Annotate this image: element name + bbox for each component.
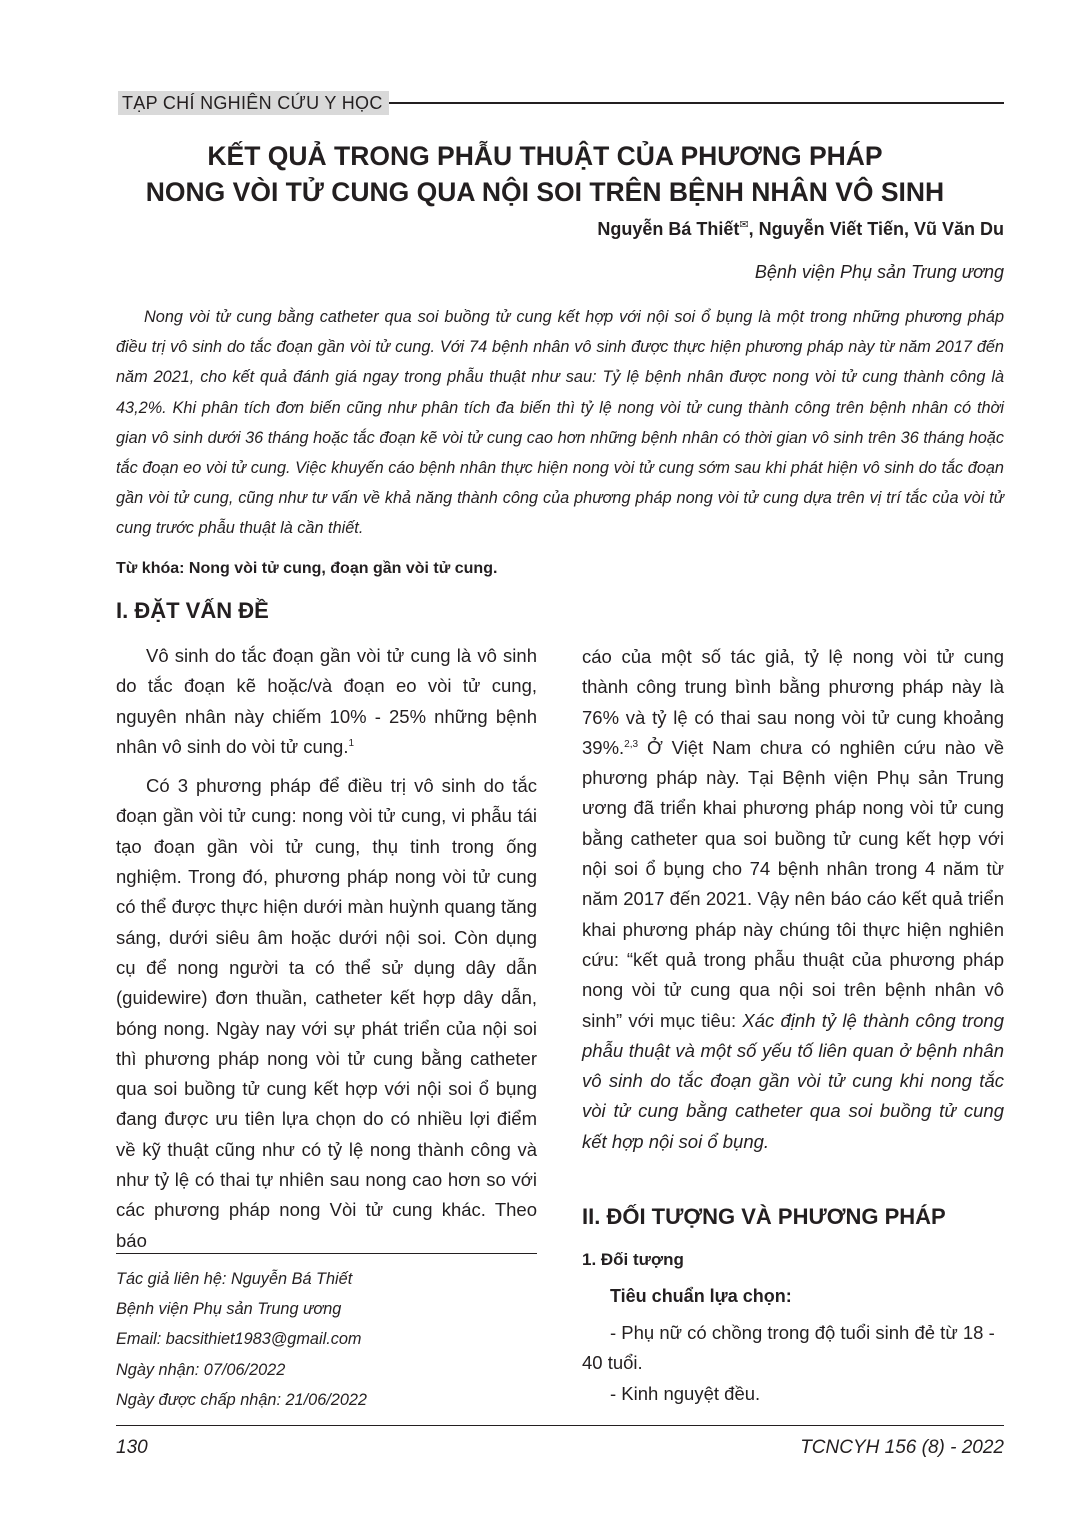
paragraph-continued [582,642,1004,1157]
paragraph-text: Ở Việt Nam chưa có nghiên cứu nào về phương pháp này. Tại Bệnh viện Phụ sản Trung ương đã triển khai phương pháp nong vòi tử cung bằng catheter qua soi buồng tử cung kết hợp với nội soi ổ bụng cho 74 bệnh nhân trong 4 năm từ năm 2017 đến 2021. Vậy nên báo cáo kết quả triển khai phương pháp này chúng tôi thực hiện nghiên cứu: “kết quả trong phẫu thuật của phương pháp nong vòi tử cung qua nội soi trên bệnh nhân vô sinh” với mục tiêu: [582,736,1004,1031]
criteria-heading: Tiêu chuẩn lựa chọn: [610,1286,792,1306]
study-objective: Xác định tỷ lệ thành công trong phẫu thuật và một số yếu tố liên quan ở bệnh nhân vô sinh do tắc đoạn gần vòi tử cung khi nong tắc vòi tử cung bằng catheter qua soi buồng tử cung kết hợp nội soi ổ bụng. [582,1009,1004,1152]
section-heading-methods: II. ĐỐI TƯỢNG VÀ PHƯƠNG PHÁP [582,1204,946,1229]
co-authors: , Nguyễn Viết Tiến, Vũ Văn Du [748,219,1004,239]
journal-name: TẠP CHÍ NGHIÊN CỨU Y HỌC [118,91,389,115]
journal-reference: TCNCYH 156 (8) - 2022 [800,1437,1004,1458]
title-line-2: NONG VÒI TỬ CUNG QUA NỘI SOI TRÊN BỆNH NHÂN VÔ SINH [145,177,945,207]
section-heading-introduction: I. ĐẶT VẤN ĐỀ [116,598,269,623]
contact-institution: Bệnh viện Phụ sản Trung ương [116,1300,342,1319]
affiliation: Bệnh viện Phụ sản Trung ương [754,262,1004,282]
paragraph-text: Vô sinh do tắc đoạn gần vòi tử cung là vô sinh do tắc đoạn kẽ hoặc/và đoạn eo vòi tử cung, nguyên nhân này chiếm 10% - 25% những bệnh nhân vô sinh do vòi tử cung. [116,645,537,757]
contact-email: Email: bacsithiet1983@gmail.com [116,1330,362,1349]
received-date: Ngày nhận: 07/06/2022 [116,1360,286,1379]
author-list [597,218,1004,240]
contact-author: Tác giả liên hệ: Nguyễn Bá Thiết [116,1270,353,1288]
correspondence-notes [116,1264,367,1415]
paragraph [116,641,537,762]
header-rule [389,102,1004,104]
envelope-icon: ✉ [739,219,749,231]
footer-rule [116,1425,1004,1426]
citation: 1 [348,737,355,749]
accepted-date: Ngày được chấp nhận: 21/06/2022 [116,1390,367,1409]
subsection-heading: 1. Đối tượng [582,1250,684,1269]
article-title [100,138,990,210]
paragraph-text: cáo của một số tác giả, tỷ lệ nong vòi tử cung thành công trung bình bằng phương pháp này là 76% và tỷ lệ có thai sau nong vòi tử cung khoảng 39%. [582,646,1004,758]
footnote-rule [116,1253,537,1254]
paragraph: Có 3 phương pháp để điều trị vô sinh do tắc đoạn gần vòi tử cung: nong vòi tử cung, vi phẫu tái tạo đoạn gần vòi tử cung, thụ tinh trong ống nghiệm. Trong đó, phương pháp nong vòi tử cung có thể được thực hiện dưới màn huỳnh quang tăng sáng, dưới siêu âm hoặc dưới nội soi. Còn dụng cụ để nong người ta có thể sử dụng dây dẫn (guidewire) đơn thuần, catheter kết hợp dây dẫn, bóng nong. Ngày nay với sự phát triển của nội soi thì phương pháp nong vòi tử cung bằng catheter qua soi buồng tử cung kết hợp với nội soi ổ bụng đang được ưu tiên lựa chọn do có nhiều lợi điểm về kỹ thuật cũng như có tỷ lệ nong thành công và như tỷ lệ có thai tự nhiên sau nong cao hơn so với các phương pháp nong Vòi tử cung khác. Theo báo [116,775,537,1251]
criteria-item: - Kinh nguyệt đều. [610,1382,761,1404]
citation: 2,3 [624,738,639,750]
right-column [582,642,1004,1157]
left-column [116,641,537,1256]
corresponding-author: Nguyễn Bá Thiết [597,219,740,239]
criteria-list [582,1318,1004,1409]
page-number: 130 [116,1437,148,1458]
journal-header [118,91,1004,115]
criteria-item: - Phụ nữ có chồng trong độ tuổi sinh đẻ từ 18 - 40 tuổi. [582,1322,995,1374]
abstract: Nong vòi tử cung bằng catheter qua soi buồng tử cung kết hợp với nội soi ổ bụng là một trong những phương pháp điều trị vô sinh do tắc đoạn gần vòi tử cung. Với 74 bệnh nhân vô sinh được thực hiện phương pháp này từ năm 2017 đến năm 2021, cho kết quả đánh giá ngay trong phẫu thuật như sau: Tỷ lệ bệnh nhân được nong vòi tử cung thành công là 43,2%. Khi phân tích đơn biến cũng như phân tích đa biến thì tỷ lệ nong vòi tử cung thành công trên bệnh nhân có thời gian vô sinh dưới 36 tháng hoặc tắc đoạn kẽ vòi tử cung cao hơn những bệnh nhân có thời gian vô sinh trên 36 tháng hoặc tắc đoạn eo vòi tử cung. Việc khuyến cáo bệnh nhân thực hiện nong vòi tử cung sớm sau khi phát hiện vô sinh do tắc đoạn gần vòi tử cung, cũng như tư vấn về khả năng thành công của phương pháp nong vòi tử cung dựa trên vị trí tắc của vòi tử cung trước phẫu thuật là cần thiết. [116,308,1004,538]
title-line-1: KẾT QUẢ TRONG PHẪU THUẬT CỦA PHƯƠNG PHÁP [207,141,883,171]
keywords: Từ khóa: Nong vòi tử cung, đoạn gần vòi tử cung. [116,560,498,577]
